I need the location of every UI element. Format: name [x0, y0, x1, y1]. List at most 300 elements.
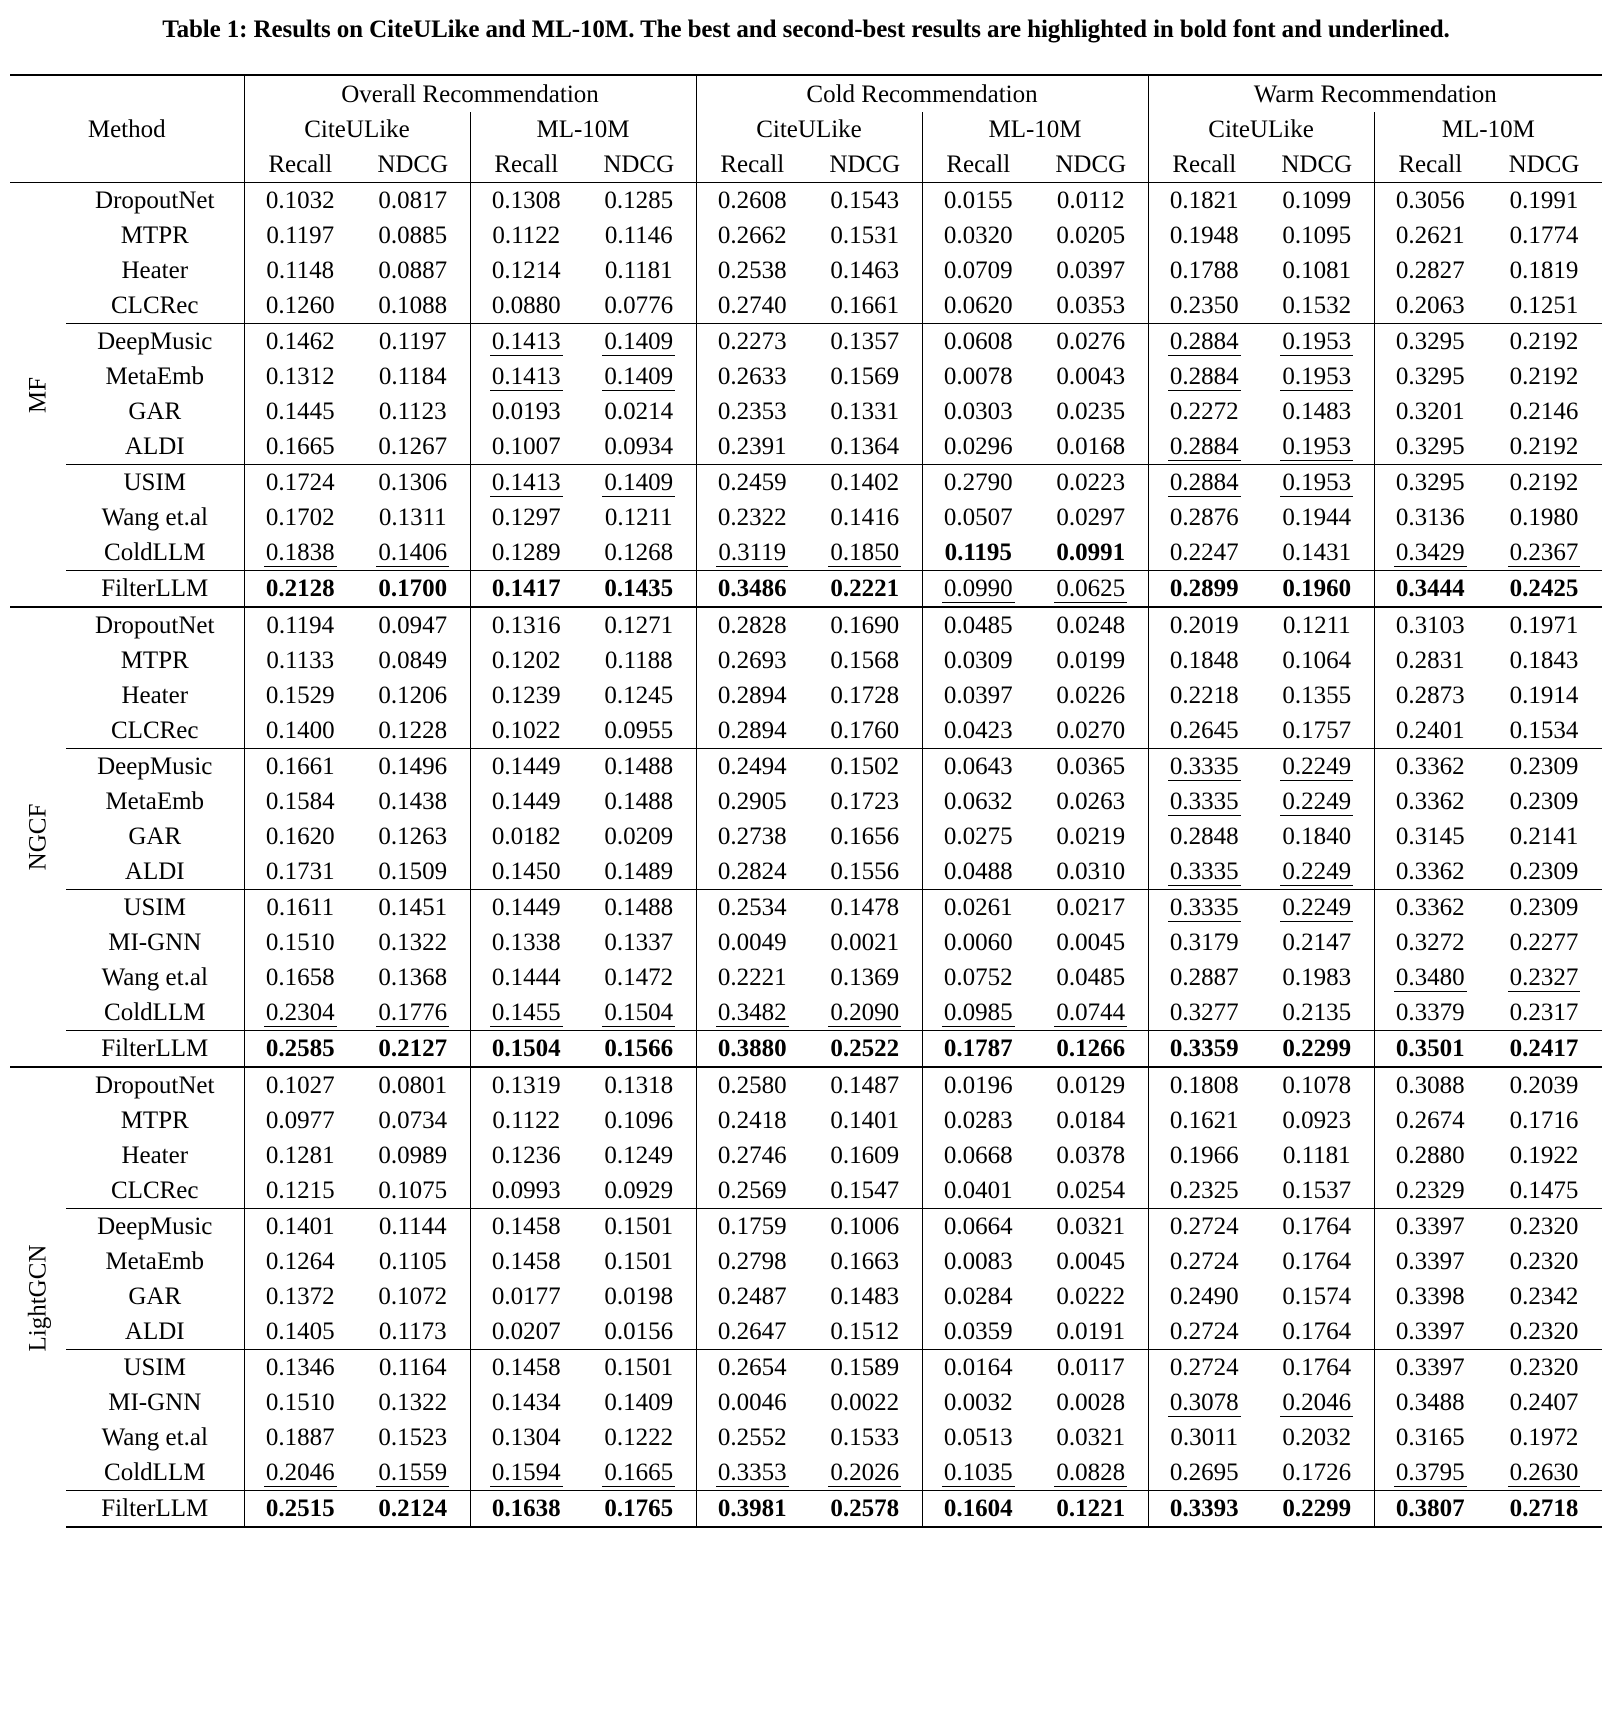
metric-value: 0.0263 [1056, 788, 1126, 815]
metric-value-cell [1034, 1244, 1148, 1279]
metric-value-cell [1486, 713, 1602, 749]
metric-value-cell [1148, 1385, 1260, 1420]
metric-value-cell [922, 960, 1034, 995]
metric-value-cell [1148, 1031, 1260, 1068]
metric-value: 0.1133 [266, 647, 335, 674]
metric-value-cell [1374, 854, 1486, 890]
metric-value-cell [696, 854, 808, 890]
metric-value: 0.3488 [1395, 1389, 1465, 1416]
metric-value-cell [1148, 1455, 1260, 1491]
metric-value: 0.2350 [1169, 292, 1239, 319]
metric-value-cell [1148, 1279, 1260, 1314]
metric-value: 0.0184 [1056, 1107, 1126, 1134]
dataset-header: ML-10M [922, 112, 1148, 147]
metric-value: 0.0235 [1056, 398, 1126, 425]
metric-value-cell [808, 749, 922, 785]
metric-value-cell [582, 253, 696, 288]
metric-value: 0.0021 [830, 929, 900, 956]
metric-value-cell [582, 925, 696, 960]
metric-value: 0.2221 [717, 964, 787, 991]
metric-value: 0.1496 [378, 753, 448, 780]
metric-value-cell [582, 1031, 696, 1068]
metric-value: 0.1444 [491, 964, 561, 991]
metric-value-cell [1034, 1031, 1148, 1068]
metric-value: 0.2647 [717, 1318, 787, 1345]
metric-value: 0.1416 [830, 504, 900, 531]
method-name: MI-GNN [108, 1389, 202, 1416]
metric-value-cell [1034, 288, 1148, 324]
method-name: MTPR [120, 647, 189, 674]
metric-value-cell [582, 1314, 696, 1350]
metric-value-cell [244, 1385, 356, 1420]
metric-value-cell [696, 890, 808, 926]
metric-value-cell [1486, 1350, 1602, 1386]
metric-value: 0.2490 [1169, 1283, 1239, 1310]
metric-value: 0.2645 [1169, 717, 1239, 744]
metric-value: 0.0397 [943, 682, 1013, 709]
metric-value-cell [244, 960, 356, 995]
metric-value-cell [696, 465, 808, 501]
method-name: ColdLLM [104, 1459, 206, 1486]
table-row [10, 359, 1602, 394]
metric-value: 0.3353 [717, 1459, 787, 1486]
metric-value: 0.2046 [1282, 1389, 1352, 1416]
metric-value: 0.1594 [491, 1459, 561, 1486]
metric-value: 0.2327 [1509, 964, 1579, 991]
metric-value-cell [696, 183, 808, 219]
metric-value-cell [356, 643, 470, 678]
metric-value: 0.1306 [378, 469, 448, 496]
metric-header: Recall [696, 147, 808, 183]
metric-value: 0.1431 [1282, 539, 1352, 566]
metric-value: 0.1450 [491, 858, 561, 885]
metric-value: 0.1953 [1282, 469, 1352, 496]
metric-value-cell [1374, 288, 1486, 324]
metric-value: 0.1337 [604, 929, 674, 956]
method-name: DropoutNet [66, 1067, 244, 1103]
metric-value: 0.0028 [1056, 1389, 1126, 1416]
metric-value-cell [1260, 1173, 1374, 1209]
metric-value-cell [922, 465, 1034, 501]
metric-value-cell [1148, 925, 1260, 960]
metric-value-cell [356, 571, 470, 608]
metric-value-cell [1260, 253, 1374, 288]
metric-value: 0.2695 [1169, 1459, 1239, 1486]
metric-value-cell [356, 1173, 470, 1209]
metric-value: 0.1547 [830, 1177, 900, 1204]
metric-value: 0.0608 [943, 328, 1013, 355]
metric-value: 0.2192 [1509, 363, 1579, 390]
metric-value-cell [356, 1244, 470, 1279]
metric-value: 0.2320 [1509, 1318, 1579, 1345]
metric-value-cell [470, 1350, 582, 1386]
metric-value: 0.1267 [378, 433, 448, 460]
metric-value-cell [1486, 1385, 1602, 1420]
metric-value-cell [1148, 713, 1260, 749]
metric-value-cell [244, 218, 356, 253]
metric-value: 0.1661 [830, 292, 900, 319]
metric-value: 0.1006 [830, 1213, 900, 1240]
metric-value-cell [696, 819, 808, 854]
metric-value-cell [582, 1067, 696, 1103]
metric-value: 0.3179 [1169, 929, 1239, 956]
metric-value-cell [1486, 571, 1602, 608]
metric-value-cell [1260, 429, 1374, 465]
metric-value-cell [470, 713, 582, 749]
metric-value-cell [1148, 995, 1260, 1031]
metric-value: 0.1502 [830, 753, 900, 780]
metric-value: 0.3103 [1395, 612, 1465, 639]
metric-value: 0.0199 [1056, 647, 1126, 674]
metric-value: 0.0923 [1282, 1107, 1352, 1134]
metric-value: 0.3165 [1395, 1424, 1465, 1451]
metric-value-cell [470, 1314, 582, 1350]
metric-value: 0.0032 [943, 1389, 1013, 1416]
metric-value-cell [356, 995, 470, 1031]
metric-value: 0.2309 [1509, 858, 1579, 885]
metric-value-cell [582, 1455, 696, 1491]
metric-value-cell [696, 749, 808, 785]
metric-value-cell [922, 183, 1034, 219]
metric-value: 0.2272 [1169, 398, 1239, 425]
metric-value: 0.1263 [378, 823, 448, 850]
metric-value-cell [582, 890, 696, 926]
metric-value: 0.0709 [943, 257, 1013, 284]
metric-value-cell [1374, 1455, 1486, 1491]
metric-value-cell [1148, 183, 1260, 219]
metric-value-cell [1374, 1314, 1486, 1350]
metric-value-cell [470, 1279, 582, 1314]
metric-value-cell [244, 1244, 356, 1279]
metric-value-cell [244, 1350, 356, 1386]
metric-value: 0.2578 [830, 1495, 900, 1522]
metric-value: 0.0022 [830, 1389, 900, 1416]
metric-value-cell [1374, 1138, 1486, 1173]
metric-value-cell [470, 995, 582, 1031]
metric-value: 0.2746 [717, 1142, 787, 1169]
metric-value: 0.2401 [1395, 717, 1465, 744]
metric-value-cell [696, 324, 808, 360]
metric-value: 0.1821 [1169, 187, 1239, 214]
metric-value: 0.1206 [378, 682, 448, 709]
metric-value: 0.0207 [491, 1318, 561, 1345]
metric-value-cell [808, 253, 922, 288]
metric-value-cell [922, 995, 1034, 1031]
metric-value: 0.1574 [1282, 1283, 1352, 1310]
metric-header: NDCG [582, 147, 696, 183]
metric-value-cell [1486, 890, 1602, 926]
metric-value: 0.1488 [604, 788, 674, 815]
table-row [10, 1279, 1602, 1314]
metric-value: 0.2147 [1282, 929, 1352, 956]
metric-value-cell [356, 1138, 470, 1173]
metric-value: 0.2827 [1395, 257, 1465, 284]
metric-value-cell [696, 995, 808, 1031]
metric-value: 0.1401 [830, 1107, 900, 1134]
metric-value-cell [922, 429, 1034, 465]
metric-value: 0.1195 [944, 539, 1012, 566]
metric-value-cell [922, 1455, 1034, 1491]
method-name: FilterLLM [66, 1031, 244, 1068]
metric-value: 0.1264 [265, 1248, 335, 1275]
metric-value-cell [1260, 394, 1374, 429]
metric-value-cell [1260, 571, 1374, 608]
metric-value: 0.1458 [491, 1248, 561, 1275]
metric-value-cell [696, 218, 808, 253]
metric-value-cell [922, 359, 1034, 394]
metric-value: 0.2273 [717, 328, 787, 355]
metric-value-cell [808, 995, 922, 1031]
metric-value-cell [582, 359, 696, 394]
metric-value-cell [808, 1209, 922, 1245]
metric-value-cell [1148, 960, 1260, 995]
metric-value-cell [808, 1103, 922, 1138]
metric-value: 0.1194 [266, 612, 335, 639]
table-row [10, 1385, 1602, 1420]
metric-value: 0.1611 [266, 894, 335, 921]
metric-value: 0.3880 [717, 1035, 787, 1062]
metric-value-cell [356, 500, 470, 535]
metric-value-cell [356, 218, 470, 253]
metric-value: 0.2884 [1169, 433, 1239, 460]
dataset-header: ML-10M [470, 112, 696, 147]
metric-value: 0.2309 [1509, 753, 1579, 780]
metric-value: 0.1181 [604, 257, 673, 284]
group-header-warm: Warm Recommendation [1148, 75, 1602, 112]
metric-value: 0.1369 [830, 964, 900, 991]
metric-value: 0.1584 [265, 788, 335, 815]
metric-value: 0.1724 [265, 469, 335, 496]
metric-value: 0.1501 [604, 1248, 674, 1275]
metric-value: 0.2046 [265, 1459, 335, 1486]
metric-value: 0.0219 [1056, 823, 1126, 850]
metric-value-cell [1260, 819, 1374, 854]
method-name: Heater [121, 257, 189, 284]
metric-value-cell [1260, 1209, 1374, 1245]
table-row [10, 890, 1602, 926]
metric-header: NDCG [1260, 147, 1374, 183]
metric-value: 0.1537 [1282, 1177, 1352, 1204]
metric-value: 0.0196 [943, 1072, 1013, 1099]
metric-value-cell [1486, 1491, 1602, 1528]
metric-value-cell [1148, 890, 1260, 926]
proposed-method-row [10, 571, 1602, 608]
metric-value-cell [582, 218, 696, 253]
metric-value: 0.1531 [830, 222, 900, 249]
metric-value: 0.1723 [830, 788, 900, 815]
metric-value-cell [1486, 359, 1602, 394]
metric-value-cell [1374, 713, 1486, 749]
metric-value: 0.2552 [717, 1424, 787, 1451]
metric-value-cell [470, 394, 582, 429]
metric-value: 0.2249 [1282, 788, 1352, 815]
metric-value-cell [582, 854, 696, 890]
metric-value: 0.2342 [1509, 1283, 1579, 1310]
table-row [10, 429, 1602, 465]
metric-value-cell [1148, 253, 1260, 288]
metric-value: 0.1413 [491, 469, 561, 496]
metric-value: 0.3335 [1169, 788, 1239, 815]
metric-value-cell [1486, 1279, 1602, 1314]
metric-value: 0.1402 [830, 469, 900, 496]
metric-value: 0.2304 [265, 999, 335, 1026]
metric-value: 0.2487 [717, 1283, 787, 1310]
metric-value: 0.1007 [491, 433, 561, 460]
metric-value: 0.1312 [265, 363, 335, 390]
metric-value: 0.2192 [1509, 328, 1579, 355]
metric-value-cell [1374, 218, 1486, 253]
metric-value: 0.3136 [1395, 504, 1465, 531]
metric-value-cell [1486, 183, 1602, 219]
metric-value-cell [1486, 995, 1602, 1031]
metric-value: 0.3088 [1395, 1072, 1465, 1099]
metric-value-cell [1374, 607, 1486, 643]
metric-value: 0.3981 [717, 1495, 787, 1522]
metric-value-cell [1486, 1067, 1602, 1103]
metric-value-cell [244, 1031, 356, 1068]
metric-value: 0.0045 [1056, 929, 1126, 956]
metric-value: 0.0929 [604, 1177, 674, 1204]
metric-value: 0.1266 [1056, 1035, 1126, 1062]
metric-value: 0.0776 [604, 292, 674, 319]
metric-value: 0.2127 [378, 1035, 448, 1062]
metric-value: 0.0934 [604, 433, 674, 460]
metric-value: 0.0254 [1056, 1177, 1126, 1204]
table-row [10, 607, 1602, 643]
metric-value: 0.1914 [1509, 682, 1579, 709]
metric-value: 0.1435 [604, 575, 674, 602]
metric-value: 0.3393 [1169, 1495, 1239, 1522]
metric-value-cell [1374, 465, 1486, 501]
metric-value: 0.1122 [492, 222, 561, 249]
table-row [10, 1209, 1602, 1245]
metric-value-cell [1148, 1173, 1260, 1209]
metric-value: 0.1478 [830, 894, 900, 921]
metric-value: 0.0214 [604, 398, 674, 425]
metric-value-cell [470, 359, 582, 394]
method-name: USIM [66, 1350, 244, 1386]
metric-value-cell [922, 1350, 1034, 1386]
metric-value-cell [1260, 1279, 1374, 1314]
metric-value: 0.2032 [1282, 1424, 1352, 1451]
metric-value-cell [808, 678, 922, 713]
metric-value: 0.3078 [1169, 1389, 1239, 1416]
metric-value-cell [1486, 749, 1602, 785]
metric-value-cell [470, 1491, 582, 1528]
table-row [10, 500, 1602, 535]
metric-value-cell [808, 713, 922, 749]
metric-value-cell [356, 749, 470, 785]
metric-value: 0.1449 [491, 753, 561, 780]
metric-value-cell [696, 1031, 808, 1068]
metric-value-cell [470, 1385, 582, 1420]
metric-value: 0.1078 [1282, 1072, 1352, 1099]
metric-value: 0.0849 [378, 647, 448, 674]
metric-value-cell [470, 925, 582, 960]
metric-value: 0.2277 [1509, 929, 1579, 956]
metric-value-cell [1374, 1420, 1486, 1455]
metric-value: 0.1462 [265, 328, 335, 355]
metric-value: 0.3119 [718, 539, 787, 566]
metric-value-cell [356, 1420, 470, 1455]
metric-value-cell [808, 1314, 922, 1350]
metric-value-cell [1260, 960, 1374, 995]
metric-value: 0.1075 [378, 1177, 448, 1204]
metric-value-cell [922, 643, 1034, 678]
metric-value-cell [1486, 1420, 1602, 1455]
metric-value-cell [1486, 1209, 1602, 1245]
metric-value-cell [1148, 1067, 1260, 1103]
metric-value: 0.1843 [1509, 647, 1579, 674]
metric-value-cell [922, 1209, 1034, 1245]
metric-value-cell [808, 1491, 922, 1528]
metric-value-cell [582, 535, 696, 571]
metric-value-cell [582, 1209, 696, 1245]
metric-value-cell [696, 607, 808, 643]
metric-value: 0.2718 [1509, 1495, 1579, 1522]
metric-value-cell [244, 819, 356, 854]
method-name: GAR [128, 398, 182, 425]
metric-value: 0.2124 [378, 1495, 448, 1522]
metric-value: 0.1088 [378, 292, 448, 319]
metric-value: 0.2141 [1509, 823, 1579, 850]
metric-value-cell [244, 571, 356, 608]
metric-value: 0.0222 [1056, 1283, 1126, 1310]
method-name: MetaEmb [105, 1248, 205, 1275]
metric-value-cell [244, 394, 356, 429]
metric-value: 0.1534 [1509, 717, 1579, 744]
metric-value-cell [922, 324, 1034, 360]
metric-value: 0.1808 [1169, 1072, 1239, 1099]
metric-value-cell [1034, 890, 1148, 926]
metric-value: 0.1529 [265, 682, 335, 709]
metric-value: 0.1099 [1282, 187, 1352, 214]
metric-value-cell [1260, 183, 1374, 219]
metric-value: 0.1621 [1169, 1107, 1239, 1134]
metric-value: 0.0955 [604, 717, 674, 744]
metric-value: 0.1556 [830, 858, 900, 885]
metric-value: 0.1559 [378, 1459, 448, 1486]
metric-value: 0.3011 [1170, 1424, 1239, 1451]
metric-value: 0.3807 [1395, 1495, 1465, 1522]
metric-value: 0.3379 [1395, 999, 1465, 1026]
metric-value-cell [356, 324, 470, 360]
metric-value: 0.0164 [943, 1354, 1013, 1381]
metric-value-cell [582, 1420, 696, 1455]
metric-value: 0.1072 [378, 1283, 448, 1310]
metric-value-cell [582, 1350, 696, 1386]
metric-value-cell [1034, 218, 1148, 253]
metric-value-cell [696, 678, 808, 713]
metric-value-cell [922, 1491, 1034, 1528]
table-row [10, 535, 1602, 571]
metric-value: 0.0507 [943, 504, 1013, 531]
metric-value-cell [1034, 359, 1148, 394]
metric-value-cell [922, 784, 1034, 819]
metric-value-cell [1260, 713, 1374, 749]
metric-value: 0.1271 [604, 612, 674, 639]
metric-value: 0.1702 [265, 504, 335, 531]
metric-value: 0.0046 [717, 1389, 787, 1416]
metric-value-cell [808, 1067, 922, 1103]
metric-value-cell [470, 1420, 582, 1455]
metric-value: 0.1532 [1282, 292, 1352, 319]
metric-value: 0.2418 [717, 1107, 787, 1134]
metric-value-cell [922, 1314, 1034, 1350]
metric-value-cell [808, 854, 922, 890]
metric-value-cell [356, 890, 470, 926]
metric-value-cell [244, 749, 356, 785]
